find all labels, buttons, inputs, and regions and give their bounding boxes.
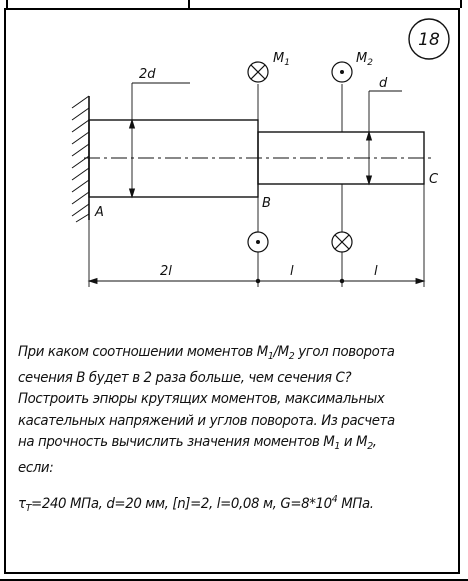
problem-text	[18, 342, 433, 520]
len-2l-label: 2l	[160, 264, 172, 279]
dim-2d	[130, 83, 191, 197]
dim-d-label: d	[379, 76, 388, 91]
moment-m2-label: $M_2$	[356, 51, 373, 68]
text-line-6: если:	[18, 459, 54, 476]
len-l1-label: l	[290, 264, 294, 279]
shaft-large-section	[89, 120, 258, 197]
moment-m2-symbol	[332, 62, 352, 82]
text-line-4: касательных напряжений и углов поворота. Из расчета	[18, 412, 395, 429]
point-a-label: A	[95, 205, 104, 220]
text-line-2: сечения В будет в 2 раза больше, чем сечения С?	[18, 369, 352, 386]
parameters-line: $\tau_T=240$ МПа, d=20 мм, [n]=2, l=0,08 м, $G=8*10^4$ МПа.	[18, 494, 374, 514]
problem-number: 18	[418, 30, 440, 50]
wall-hatch	[72, 96, 89, 222]
moment-b-lower-symbol	[248, 232, 268, 252]
text-line-1: При каком соотношении моментов $М_1/М_2$ угол поворота	[18, 344, 395, 362]
len-l2-label: l	[374, 264, 378, 279]
dim-d	[367, 91, 403, 184]
moment-c-lower-symbol	[332, 232, 352, 252]
text-line-5: на прочность вычислить значения моментов $М_1$ и $М_2$,	[18, 434, 377, 452]
point-c-label: C	[429, 172, 439, 187]
dim-2d-label: 2d	[139, 67, 156, 82]
point-b-label: B	[262, 196, 271, 211]
text-line-3: Построить эпюры крутящих моментов, максимальных	[18, 391, 385, 407]
moment-m1-symbol	[248, 62, 268, 82]
moment-m1-label: $M_1$	[273, 51, 290, 68]
